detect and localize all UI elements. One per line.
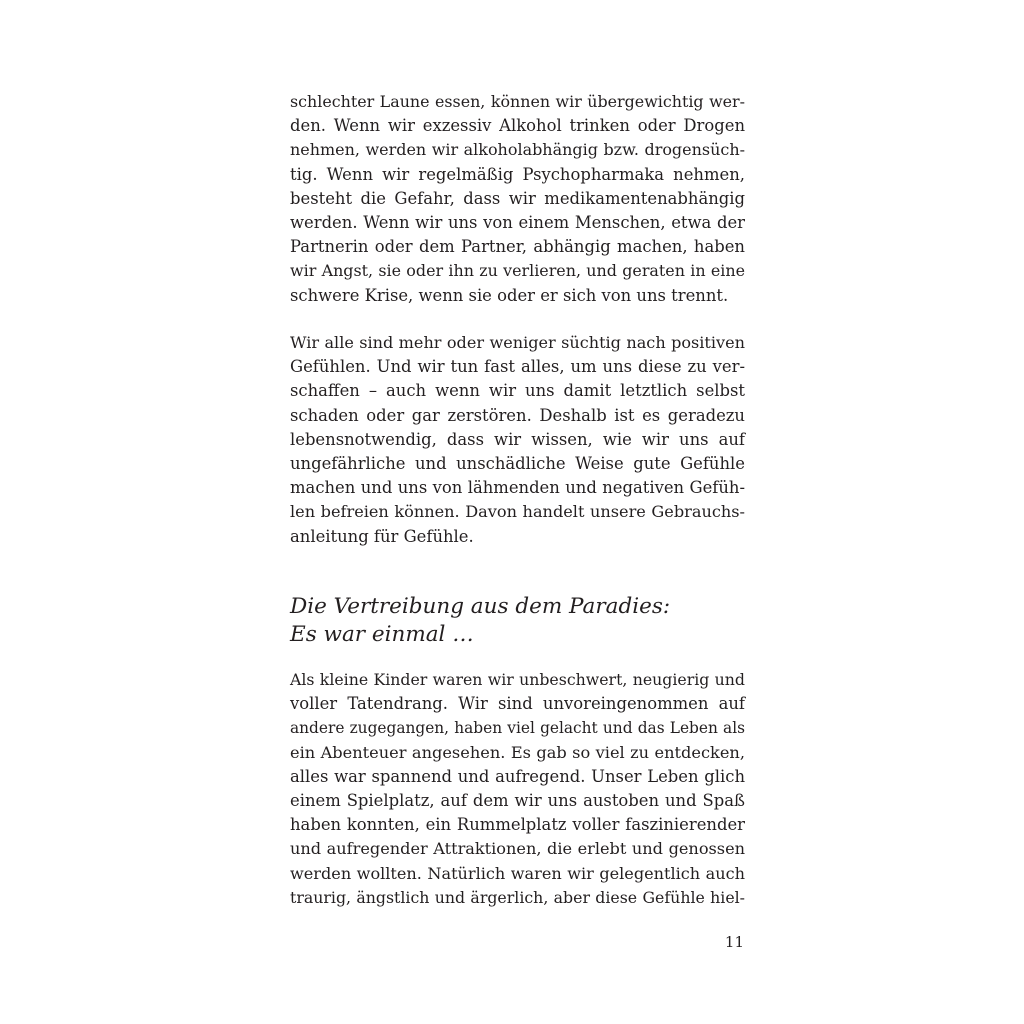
text-line: werden wollten. Natürlich waren wir gelegentlich auch [290, 863, 745, 883]
section-heading-line-1: Die Vertreibung aus dem Paradies: [290, 594, 671, 619]
text-line: ungefährliche und unschädliche Weise gute Gefühle [290, 453, 745, 473]
text-line: anleitung für Gefühle. [290, 526, 474, 546]
text-line: schaden oder gar zerstören. Deshalb ist es geradezu [290, 405, 745, 425]
text-line: schwere Krise, wenn sie oder er sich von uns trennt. [290, 285, 729, 305]
text-line: nehmen, werden wir alkoholabhängig bzw. drogensüch- [290, 140, 745, 160]
paragraph-1 [290, 90, 745, 308]
section-heading [290, 593, 750, 649]
text-line: Gefühlen. Und wir tun fast alles, um uns diese zu ver- [290, 357, 745, 377]
text-line: tig. Wenn wir regelmäßig Psychopharmaka nehmen, [290, 164, 745, 184]
text-line: werden. Wenn wir uns von einem Menschen, etwa der [290, 212, 745, 232]
text-line: und aufregender Attraktionen, die erlebt und genossen [290, 839, 745, 859]
text-line: besteht die Gefahr, dass wir medikamentenabhängig [290, 188, 745, 208]
text-line: Partnerin oder dem Partner, abhängig machen, haben [290, 237, 745, 257]
text-line: schaffen – auch wenn wir uns damit letztlich selbst [290, 381, 745, 401]
text-line: den. Wenn wir exzessiv Alkohol trinken oder Drogen [290, 116, 745, 136]
text-line: traurig, ängstlich und ärgerlich, aber diese Gefühle hiel- [290, 887, 745, 907]
section-heading-line-2: Es war einmal … [290, 622, 474, 647]
text-line: len befreien können. Davon handelt unsere Gebrauchs- [290, 502, 745, 522]
text-line: Wir alle sind mehr oder weniger süchtig nach positiven [290, 333, 745, 352]
text-line: andere zugegangen, haben viel gelacht und das Leben als [290, 719, 745, 738]
text-line: Als kleine Kinder waren wir unbeschwert, neugierig und [290, 670, 745, 689]
text-line: einem Spielplatz, auf dem wir uns austoben und Spaß [290, 790, 745, 810]
text-line: lebensnotwendig, dass wir wissen, wie wir uns auf [290, 429, 745, 449]
text-line: voller Tatendrang. Wir sind unvoreingenommen auf [290, 694, 745, 714]
text-line: ein Abenteuer angesehen. Es gab so viel zu entdecken, [290, 742, 745, 762]
text-line: machen und uns von lähmenden und negativen Gefüh- [290, 478, 745, 498]
text-line: alles war spannend und aufregend. Unser Leben glich [290, 766, 745, 786]
text-line: wir Angst, sie oder ihn zu verlieren, und geraten in eine [290, 261, 745, 281]
text-line: haben konnten, ein Rummelplatz voller faszinierender [290, 815, 745, 835]
text-line: schlechter Laune essen, können wir übergewichtig wer- [290, 92, 745, 111]
paragraph-3 [290, 668, 745, 910]
paragraph-2 [290, 331, 745, 549]
page-number: 11 [724, 933, 744, 951]
